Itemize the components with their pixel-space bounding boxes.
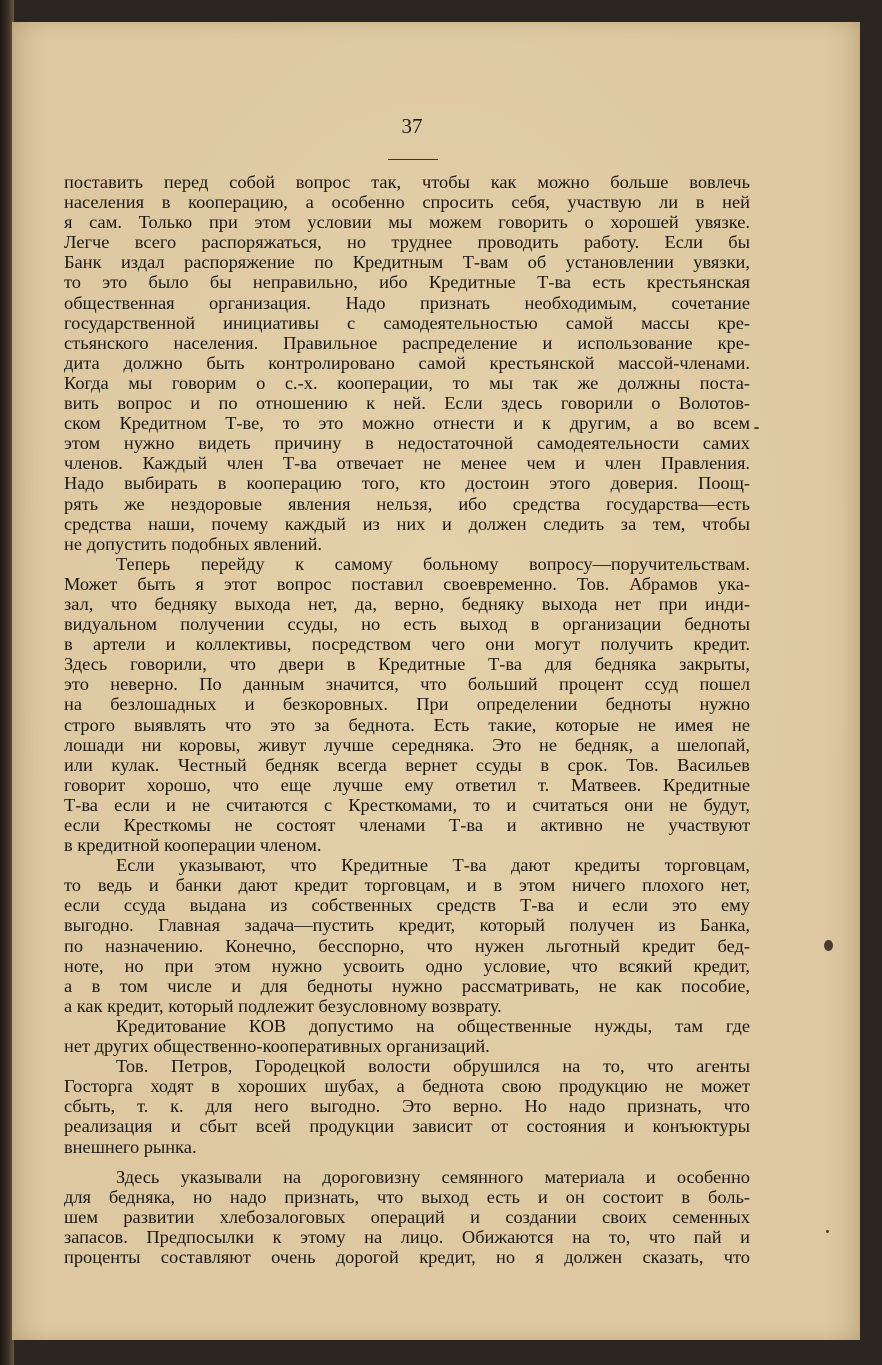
text-line: Легче всего распоряжаться, но труднее проводить работу. Если бы xyxy=(64,232,750,253)
text-line: Когда мы говорим о с.-х. кооперации, то мы так же должны поста- xyxy=(64,372,750,393)
text-line: государственной инициативы с самодеятельностью самой массы кре- xyxy=(64,312,750,333)
text-line: запасов. Предпосылки к этому на лицо. Обижаются на то, что пай и xyxy=(64,1226,750,1247)
text-line: поставить перед собой вопрос так, чтобы как можно больше вовлечь xyxy=(64,172,750,192)
paragraph-gap xyxy=(64,1157,750,1167)
ink-speck xyxy=(754,427,759,429)
text-line: Может быть я этот вопрос поставил своевременно. Тов. Абрамов ука- xyxy=(64,573,750,594)
text-line: Т-ва если и не считаются с Кресткомами, то и считаться они не будут, xyxy=(64,794,750,815)
text-line: или кулак. Честный бедняк всегда вернет ссуды в срок. Тов. Васильев xyxy=(64,754,750,775)
text-line: видуальном получении ссуды, но есть выход в организации бедноты xyxy=(64,614,750,635)
text-line: Если указывают, что Кредитные Т-ва дают кредиты торговцам, xyxy=(116,855,750,876)
text-line: зал, что бедняку выхода нет, да, верно, бедняку выхода нет при инди- xyxy=(64,593,750,614)
text-line: а как кредит, который подлежит безусловному возврату. xyxy=(64,995,502,1016)
text-line: если Кресткомы не состоят членами Т-ва и активно не участвуют xyxy=(64,815,750,835)
text-line: в кредитной кооперации членом. xyxy=(64,835,322,856)
text-line: шем развитии хлебозалоговых операций и создании своих семенных xyxy=(64,1206,750,1227)
text-line: а в том числе и для бедноты нужно рассматривать, не как пособие, xyxy=(64,975,750,996)
page-number-rule xyxy=(388,159,438,160)
text-line: для бедняка, но надо признать, что выход есть и он состоит в боль- xyxy=(64,1186,750,1207)
text-line: в артели и коллективы, посредством чего они могут получить кредит. xyxy=(64,634,750,655)
text-line: Кредитование КОВ допустимо на общественные нужды, там где xyxy=(116,1015,750,1036)
text-line: рять же нездоровые явления нельзя, ибо средства государства—есть xyxy=(64,493,750,514)
text-line: средства наши, почему каждый из них и должен следить за тем, чтобы xyxy=(64,513,750,534)
text-line: я сам. Только при этом условии мы можем говорить о хорошей увязке. xyxy=(64,212,750,233)
text-line: нет других общественно-кооперативных организаций. xyxy=(64,1036,490,1057)
book-page xyxy=(12,22,860,1340)
text-line: общественная организация. Надо признать необходимым, сочетание xyxy=(64,292,750,313)
text-line: лошади ни коровы, живут лучше середняка. Это не бедняк, а шелопай, xyxy=(64,734,750,755)
page-number: 37 xyxy=(401,114,423,138)
text-line: Здесь указывали на дороговизну семянного материала и особенно xyxy=(116,1166,750,1187)
text-line: выгодно. Главная задача—пустить кредит, который получен из Банка, xyxy=(64,915,750,936)
text-line: строго выявлять что это за беднота. Есть такие, которые не имея не xyxy=(64,714,750,735)
text-line: стьянского населения. Правильное распределение и использование кре- xyxy=(64,332,750,353)
text-line: то ведь и банки дают кредит торговцам, и в этом ничего плохого нет, xyxy=(64,875,750,896)
text-line: ском Кредитном Т-ве, то это можно отнести и к другим, а во всем xyxy=(64,413,750,434)
text-line: реализация и сбыт всей продукции зависит от состояния и конъюктуры xyxy=(64,1116,750,1137)
text-line: Теперь перейду к самому больному вопросу—поручительствам. xyxy=(116,553,750,574)
text-line: не допустить подобных явлений. xyxy=(64,533,323,554)
ink-speck xyxy=(824,940,833,951)
text-line: Госторга ходят в хороших шубах, а беднота свою продукцию не может xyxy=(64,1076,750,1097)
text-line: по назначению. Конечно, бесспорно, что нужен льготный кредит бед- xyxy=(64,935,750,956)
text-line: внешнего рынка. xyxy=(64,1136,197,1157)
text-line: дита должно быть контролировано самой крестьянской массой-членами. xyxy=(64,352,750,373)
text-line: населения в кооперацию, а особенно спросить себя, участвую ли в ней xyxy=(64,192,750,213)
text-line: проценты составляют очень дорогой кредит, но я должен сказать, что xyxy=(64,1246,750,1267)
text-line: сбыть, т. к. для него выгодно. Это верно. Но надо признать, что xyxy=(64,1096,750,1117)
text-line: членов. Каждый член Т-ва отвечает не менее чем и член Правления. xyxy=(64,453,750,474)
text-line: если ссуда выдана из собственных средств Т-ва и если это ему xyxy=(64,895,750,916)
body-text xyxy=(64,172,750,1267)
text-line: этом нужно видеть причину в недостаточной самодеятельности самих xyxy=(64,433,750,454)
text-line: Надо выбирать в кооперацию того, кто достоин этого доверия. Поощ- xyxy=(64,473,750,494)
text-line: то это было бы неправильно, ибо Кредитные Т-ва есть крестьянская xyxy=(64,272,750,293)
text-line: это неверно. По данным значится, что больший процент ссуд пошел xyxy=(64,674,750,695)
text-line: Банк издал распоряжение по Кредитным Т-вам об установлении увязки, xyxy=(64,252,750,273)
text-line: на безлошадных и безкоровных. При определении бедноты нужно xyxy=(64,694,750,715)
text-line: Тов. Петров, Городецкой волости обрушился на то, что агенты xyxy=(116,1056,750,1077)
ink-speck xyxy=(826,1230,829,1233)
text-line: говорит хорошо, что еще лучше ему ответил т. Матвеев. Кредитные xyxy=(64,774,750,795)
text-line: ноте, но при этом нужно усвоить одно условие, что всякий кредит, xyxy=(64,955,750,976)
text-line: Здесь говорили, что двери в Кредитные Т-ва для бедняка закрыты, xyxy=(64,654,750,675)
text-line: вить вопрос и по отношению к ней. Если здесь говорили о Волотов- xyxy=(64,393,750,414)
